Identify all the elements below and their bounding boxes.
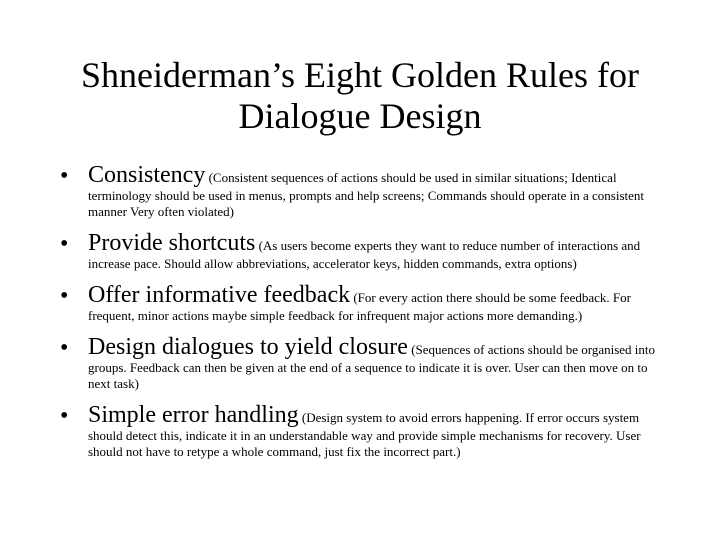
bullet-icon: • (60, 283, 69, 309)
rule-error-handling (60, 402, 660, 460)
bullet-icon: • (60, 231, 69, 257)
rule-detail: (Design system to avoid errors happening. If error occurs system should detect this, indicate it in an understandable way and provide simple mechanisms for recovery. User should not have to retype a whole command, just fix the incorrect part.) (88, 410, 641, 459)
rule-yield-closure (60, 334, 660, 392)
rule-detail: (Consistent sequences of actions should be used in similar situations; Identical terminology should be used in menus, prompts and help screens; Commands should operate in a consistent manner Very often violated) (88, 170, 645, 219)
rule-heading: Provide shortcuts (88, 230, 256, 256)
rule-heading: Design dialogues to yield closure (88, 334, 408, 360)
slide-title: Shneiderman’s Eight Golden Rules for Dialogue Design (81, 55, 639, 136)
rule-detail: (For every action there should be some feedback. For frequent, minor actions maybe simple feedback for infrequent major actions more demanding.) (88, 290, 631, 323)
rule-detail: (As users become experts they want to reduce number of interactions and increase pace. Should allow abbreviations, accelerator keys, hidden commands, extra options) (88, 238, 641, 271)
rule-detail: (Sequences of actions should be organised into groups. Feedback can then be given at the end of a sequence to indicate it is over. User can then move on to next task) (88, 342, 656, 391)
bullet-icon: • (60, 335, 69, 361)
rule-consistency (60, 162, 660, 220)
rule-heading: Simple error handling (88, 402, 299, 428)
rules-list (60, 162, 660, 470)
rule-provide-shortcuts (60, 230, 660, 272)
bullet-icon: • (60, 403, 69, 429)
rule-heading: Consistency (88, 162, 206, 188)
rule-heading: Offer informative feedback (88, 282, 351, 308)
bullet-icon: • (60, 163, 69, 189)
rule-informative-feedback (60, 282, 660, 324)
